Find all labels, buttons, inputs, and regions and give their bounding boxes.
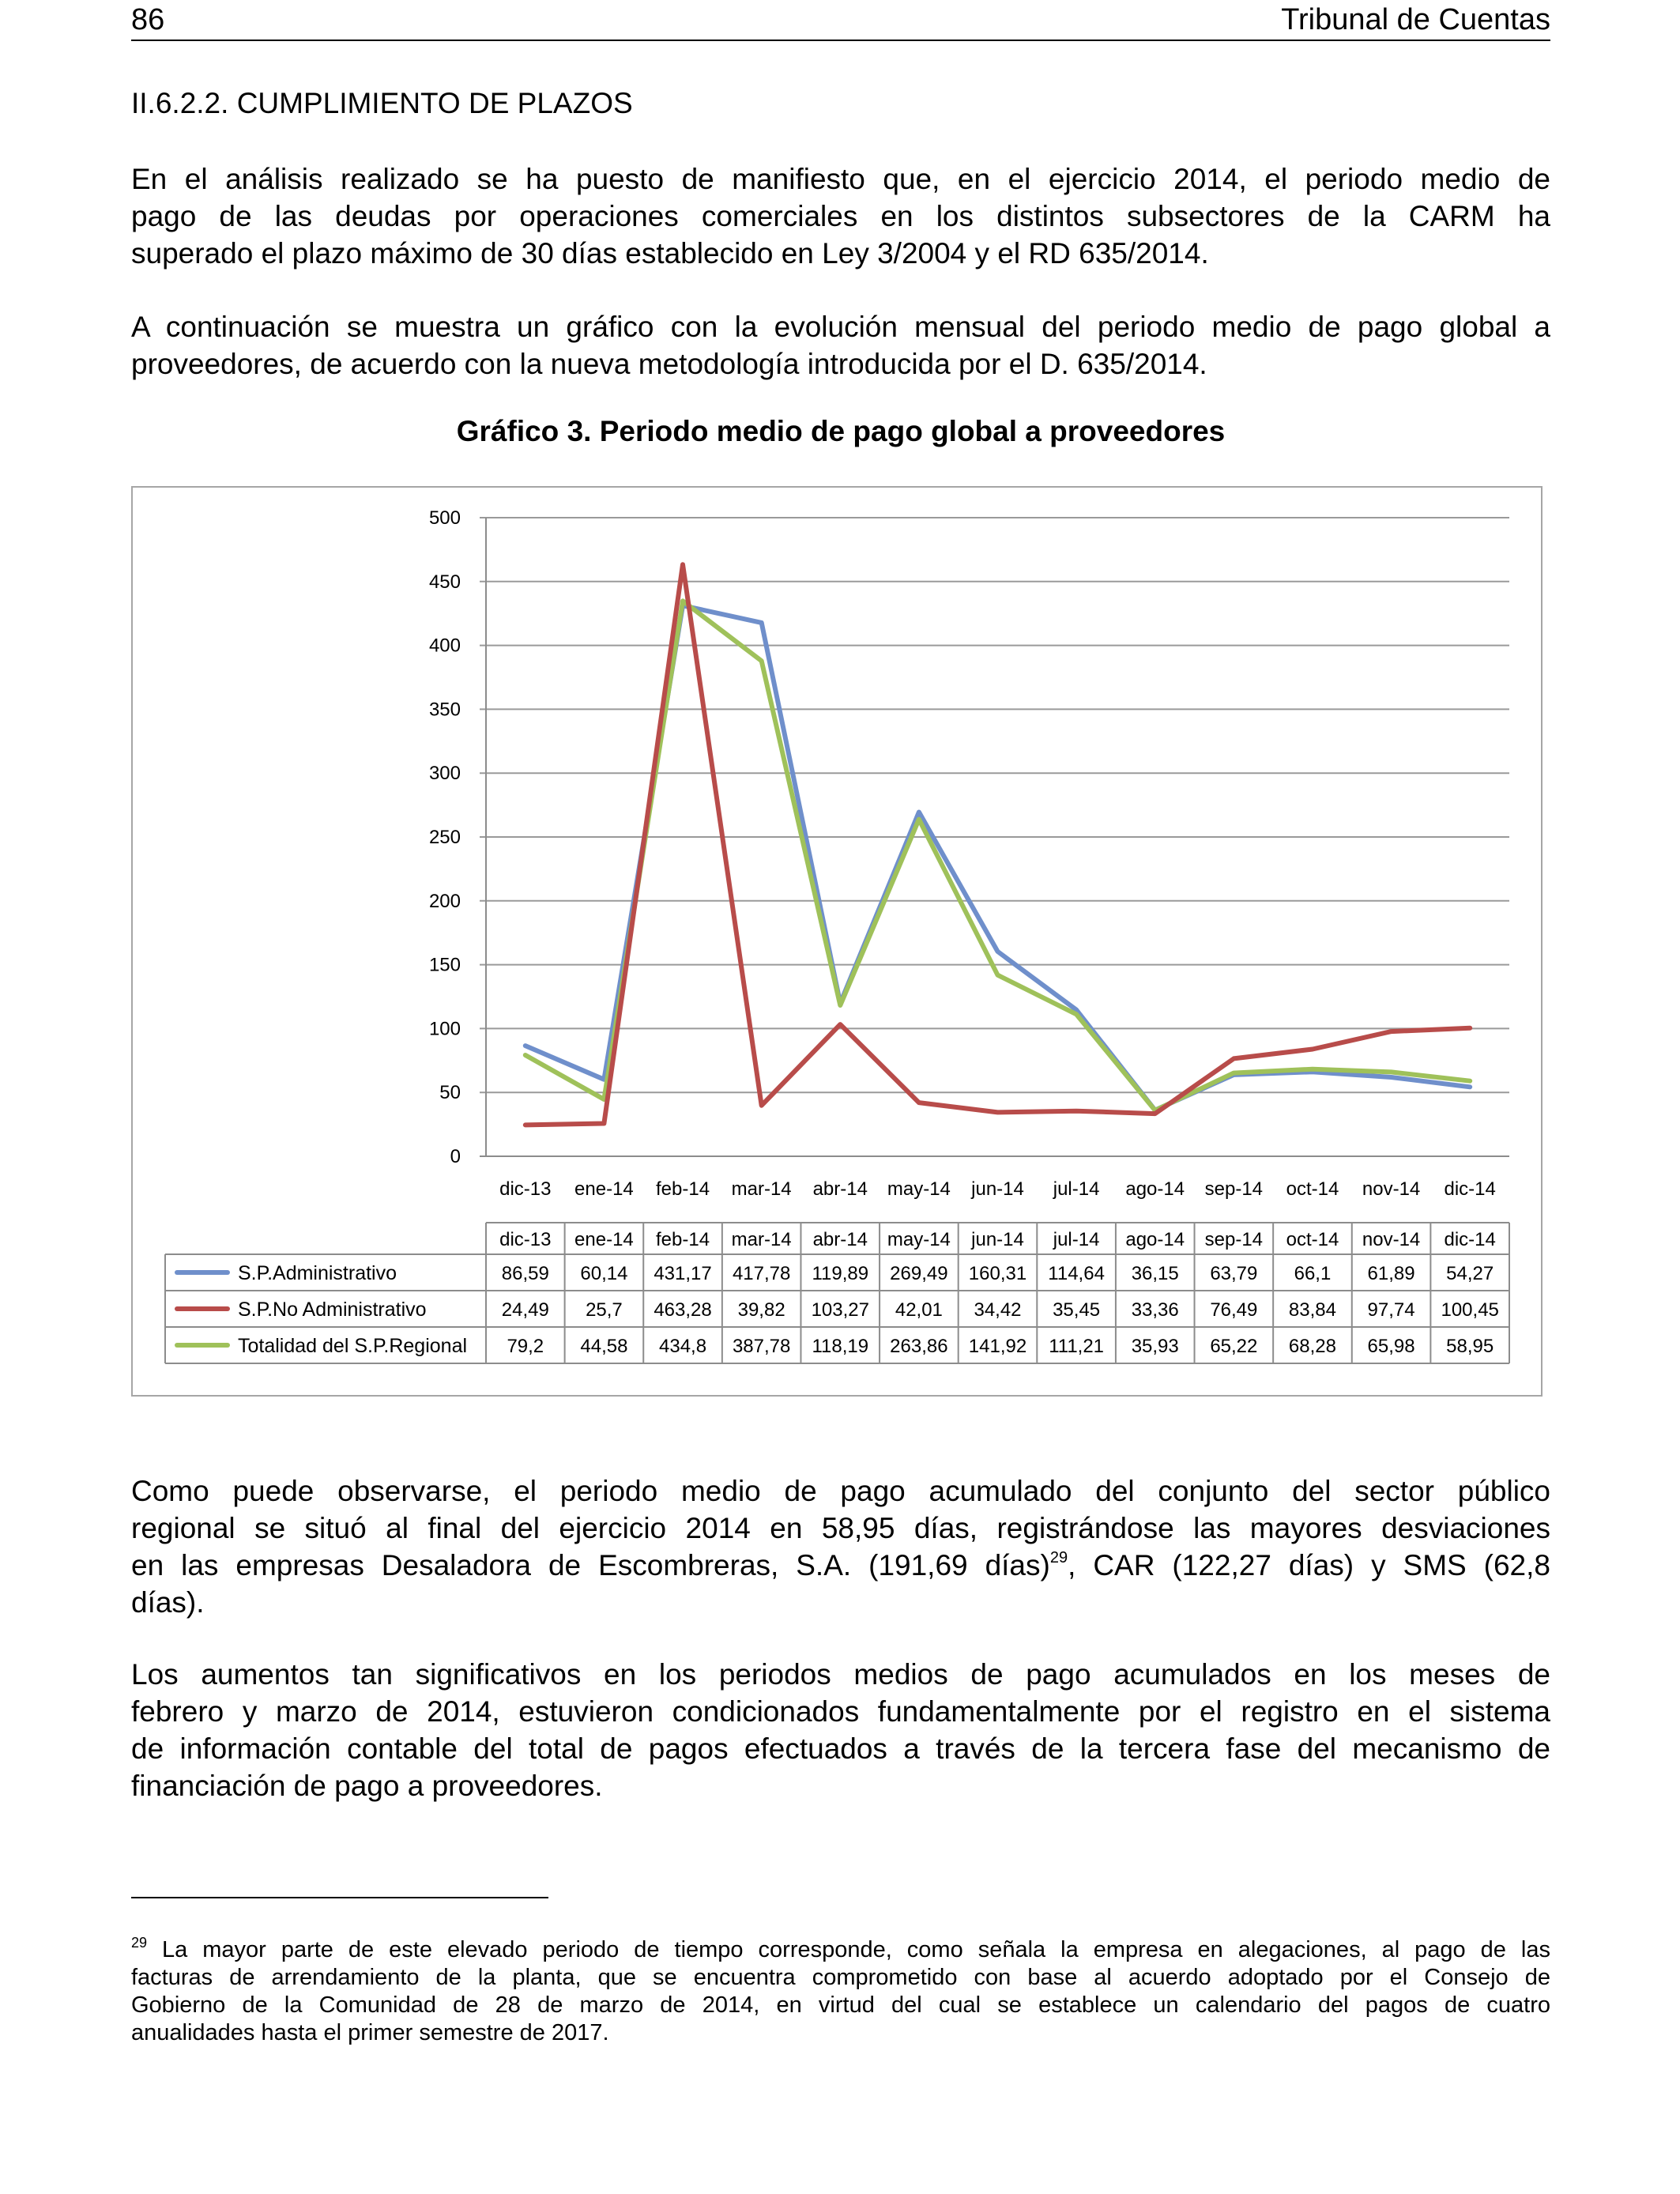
y-tick-label: 100 <box>428 1018 461 1040</box>
paragraph-line: pago de las deudas por operaciones comerciales en los distintos subsectores de la CARM ha <box>131 200 1550 232</box>
x-tick-label: ago-14 <box>1125 1178 1185 1200</box>
table-header-cell: dic-14 <box>1444 1229 1496 1250</box>
table-header-cell: sep-14 <box>1204 1229 1264 1250</box>
table-cell: 65,98 <box>1367 1336 1415 1357</box>
paragraph-line: financiación de pago a proveedores. <box>131 1770 603 1802</box>
series-line-2 <box>525 564 1470 1125</box>
table-header-cell: nov-14 <box>1362 1229 1421 1250</box>
table-cell: 118,19 <box>812 1336 869 1357</box>
paragraph-3 <box>131 1472 1550 1621</box>
table-header-cell: may-14 <box>887 1229 951 1250</box>
table-header-cell: feb-14 <box>656 1229 710 1250</box>
table-header-cell: mar-14 <box>731 1229 792 1250</box>
table-cell: 63,79 <box>1210 1263 1258 1284</box>
table-cell: 160,31 <box>968 1263 1027 1284</box>
footnote <box>131 1936 1550 2047</box>
x-tick-label: mar-14 <box>731 1178 792 1200</box>
line-chart <box>133 488 1541 1395</box>
x-tick-label: abr-14 <box>812 1178 868 1200</box>
x-tick-label: ene-14 <box>574 1178 634 1200</box>
table-header-cell: oct-14 <box>1286 1229 1339 1250</box>
table-cell: 263,86 <box>890 1336 948 1357</box>
x-tick-label: may-14 <box>887 1178 951 1200</box>
text-run: , CAR (122,27 días) y SMS (62,8 <box>1068 1549 1550 1581</box>
legend-label: Totalidad del S.P.Regional <box>238 1335 468 1357</box>
paragraph-1 <box>131 160 1550 272</box>
table-header-cell: jul-14 <box>1053 1229 1100 1250</box>
y-tick-label: 450 <box>428 571 461 593</box>
x-tick-label: dic-14 <box>1444 1178 1496 1200</box>
table-cell: 60,14 <box>580 1263 628 1284</box>
text-run: La mayor parte de este elevado periodo de tiempo corresponde, como señala la empresa en alegaciones, al pago de las <box>147 1937 1550 1962</box>
footnote-line: anualidades hasta el primer semestre de 2017. <box>131 2020 609 2045</box>
y-tick-label: 50 <box>439 1082 461 1104</box>
table-cell: 36,15 <box>1131 1263 1179 1284</box>
table-cell: 387,78 <box>732 1336 791 1357</box>
table-cell: 79,2 <box>507 1336 544 1357</box>
paragraph-line: regional se situó al final del ejercicio 2014 en 58,95 días, registrándose las mayores desviaciones <box>131 1512 1550 1544</box>
x-tick-label: oct-14 <box>1286 1178 1339 1200</box>
section-title: II.6.2.2. CUMPLIMIENTO DE PLAZOS <box>131 87 633 119</box>
paragraph-line: superado el plazo máximo de 30 días establecido en Ley 3/2004 y el RD 635/2014. <box>131 237 1209 270</box>
y-tick-label: 250 <box>428 827 461 848</box>
table-cell: 24,49 <box>501 1299 549 1321</box>
table-cell: 111,21 <box>1049 1336 1105 1357</box>
table-cell: 42,01 <box>895 1299 943 1321</box>
table-cell: 86,59 <box>501 1263 549 1284</box>
paragraph-line: Los aumentos tan significativos en los periodos medios de pago acumulados en los meses de <box>131 1658 1550 1691</box>
table-cell: 417,78 <box>732 1263 791 1284</box>
table-cell: 463,28 <box>654 1299 712 1321</box>
paragraph-2 <box>131 308 1550 383</box>
x-tick-label: dic-13 <box>499 1178 552 1200</box>
page-header <box>131 0 1550 41</box>
paragraph-line: días). <box>131 1586 205 1619</box>
table-cell: 103,27 <box>811 1299 869 1321</box>
table-cell: 65,22 <box>1210 1336 1258 1357</box>
footnote-separator <box>131 1897 548 1898</box>
text-run: en las empresas Desaladora de Escombreras, S.A. (191,69 días) <box>131 1549 1050 1581</box>
table-cell: 34,42 <box>974 1299 1022 1321</box>
y-tick-label: 500 <box>428 507 461 529</box>
footnote-line: Gobierno de la Comunidad de 28 de marzo de 2014, en virtud del cual se establece un calendario del pagos de cuatro <box>131 1992 1550 2018</box>
table-cell: 44,58 <box>580 1336 628 1357</box>
table-header-cell: ene-14 <box>574 1229 634 1250</box>
table-cell: 434,8 <box>659 1336 707 1357</box>
table-cell: 25,7 <box>586 1299 623 1321</box>
table-header-cell: abr-14 <box>812 1229 868 1250</box>
y-tick-label: 350 <box>428 699 461 721</box>
paragraph-line: de información contable del total de pagos efectuados a través de la tercera fase del mecanismo de <box>131 1732 1550 1765</box>
y-tick-label: 150 <box>428 954 461 976</box>
table-cell: 35,45 <box>1053 1299 1101 1321</box>
x-tick-label: sep-14 <box>1204 1178 1264 1200</box>
footnote-line: facturas de arrendamiento de la planta, que se encuentra comprometido con base al acuerdo adoptado por el Consejo de <box>131 1965 1550 1990</box>
table-header-cell: dic-13 <box>499 1229 552 1250</box>
chart-title: Gráfico 3. Periodo medio de pago global a proveedores <box>456 415 1226 447</box>
paragraph-line: febrero y marzo de 2014, estuvieron condicionados fundamentalmente por el registro en el sistema <box>131 1695 1550 1728</box>
footnote-line <box>131 1936 1550 1964</box>
legend-label: S.P.Administrativo <box>238 1262 397 1284</box>
x-tick-label: nov-14 <box>1362 1178 1421 1200</box>
table-cell: 35,93 <box>1131 1336 1179 1357</box>
table-cell: 119,89 <box>812 1263 869 1284</box>
table-cell: 100,45 <box>1441 1299 1499 1321</box>
table-cell: 58,95 <box>1446 1336 1494 1357</box>
table-header-cell: ago-14 <box>1125 1229 1185 1250</box>
y-tick-label: 400 <box>428 635 461 657</box>
table-cell: 66,1 <box>1294 1263 1332 1284</box>
table-cell: 269,49 <box>890 1263 948 1284</box>
y-tick-label: 300 <box>428 763 461 785</box>
footnote-number: 29 <box>131 1935 148 1951</box>
paragraph-4 <box>131 1656 1550 1804</box>
table-cell: 61,89 <box>1367 1263 1415 1284</box>
table-cell: 431,17 <box>654 1263 712 1284</box>
y-tick-label: 0 <box>450 1146 461 1167</box>
y-tick-label: 200 <box>428 890 461 912</box>
x-tick-label: jul-14 <box>1053 1178 1100 1200</box>
table-cell: 141,92 <box>968 1336 1027 1357</box>
page-number: 86 <box>131 3 165 36</box>
x-tick-label: feb-14 <box>656 1178 710 1200</box>
table-cell: 54,27 <box>1446 1263 1494 1284</box>
legend-label: S.P.No Administrativo <box>238 1299 427 1321</box>
x-tick-label: jun-14 <box>971 1178 1024 1200</box>
table-cell: 68,28 <box>1288 1336 1336 1357</box>
table-cell: 76,49 <box>1210 1299 1258 1321</box>
paragraph-line <box>131 1547 1550 1584</box>
footnote-reference[interactable]: 29 <box>1049 1549 1068 1566</box>
paragraph-line: En el análisis realizado se ha puesto de manifiesto que, en el ejercicio 2014, el periodo medio de <box>131 163 1550 195</box>
paragraph-line: proveedores, de acuerdo con la nueva metodología introducida por el D. 635/2014. <box>131 348 1207 380</box>
chart-container <box>131 486 1543 1397</box>
table-header-cell: jun-14 <box>971 1229 1024 1250</box>
header-title: Tribunal de Cuentas <box>1281 3 1550 36</box>
table-cell: 114,64 <box>1048 1263 1105 1284</box>
paragraph-line: A continuación se muestra un gráfico con la evolución mensual del periodo medio de pago global a <box>131 311 1550 343</box>
paragraph-line: Como puede observarse, el periodo medio de pago acumulado del conjunto del sector público <box>131 1475 1550 1507</box>
table-cell: 97,74 <box>1367 1299 1415 1321</box>
table-cell: 83,84 <box>1288 1299 1336 1321</box>
table-cell: 33,36 <box>1131 1299 1179 1321</box>
table-cell: 39,82 <box>737 1299 785 1321</box>
